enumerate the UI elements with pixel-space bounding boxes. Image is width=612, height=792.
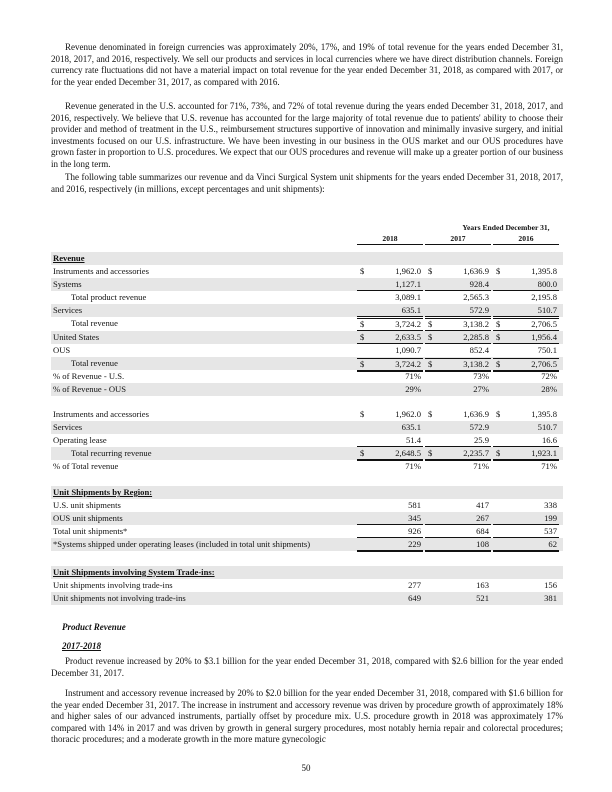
row-label: Instruments and accessories: [53, 266, 149, 276]
cell-value: 2,195.8: [531, 292, 557, 302]
table-row: [51, 592, 563, 605]
cell-value: 521: [476, 593, 489, 603]
row-label: U.S. unit shipments: [53, 500, 121, 510]
table-cell: [493, 305, 559, 317]
row-label: Total revenue: [71, 318, 118, 328]
table-cell: [357, 253, 423, 264]
row-label: Revenue: [53, 253, 85, 263]
row-label: Total product revenue: [71, 292, 147, 302]
cell-value: 381: [544, 593, 557, 603]
cell-value: 3,138.2: [463, 359, 489, 369]
cell-value: 852.4: [469, 345, 489, 355]
table-cell: [425, 487, 491, 498]
row-label: Total revenue: [71, 358, 118, 368]
cell-value: 510.7: [537, 305, 557, 315]
currency-symbol: $: [360, 448, 365, 458]
table-cell: [425, 593, 491, 604]
table-cell: [493, 292, 559, 303]
cell-value: 510.7: [537, 422, 557, 432]
row-label: % of Total revenue: [53, 461, 119, 471]
cell-value: 581: [408, 500, 421, 510]
cell-value: 2,285.8: [463, 332, 489, 342]
cell-value: 108: [476, 539, 489, 549]
table-cell: [493, 253, 559, 264]
table-row: [51, 291, 563, 304]
row-label: Unit shipments involving trade-ins: [53, 580, 173, 590]
year-header-2016: 2016: [493, 234, 559, 245]
cell-value: 71%: [473, 461, 489, 471]
cell-value: 345: [408, 513, 421, 523]
table-cell: [493, 500, 559, 511]
cell-value: 267: [476, 513, 489, 523]
year-header-2018: 2018: [357, 234, 423, 245]
cell-value: 1,636.9: [463, 266, 489, 276]
cell-value: 71%: [405, 461, 421, 471]
table-row: [51, 579, 563, 592]
currency-symbol: $: [496, 332, 501, 342]
cell-value: 27%: [473, 384, 489, 394]
currency-symbol: $: [428, 266, 433, 276]
row-label: Unit Shipments involving System Trade-ins:: [53, 567, 215, 577]
cell-value: 25.9: [473, 435, 489, 445]
table-row: [51, 434, 563, 447]
cell-value: 62: [548, 539, 557, 549]
table-cell: [493, 435, 559, 447]
row-label: % of Revenue - OUS: [53, 384, 127, 394]
table-cell: [357, 371, 423, 382]
cell-value: 2,235.7: [463, 448, 489, 458]
cell-value: 29%: [405, 384, 421, 394]
table-row: [51, 331, 563, 344]
table-cell: [357, 345, 423, 356]
cell-value: 51.4: [405, 435, 421, 445]
table-cell: [425, 371, 491, 382]
table-cell: [425, 567, 491, 578]
table-cell: [357, 487, 423, 498]
table-cell: [357, 422, 423, 433]
row-label: Total unit shipments*: [53, 526, 128, 536]
currency-symbol: $: [496, 359, 501, 369]
cell-value: 277: [408, 580, 421, 590]
table-row: [51, 566, 563, 579]
cell-value: 928.4: [469, 279, 489, 289]
table-cell: [425, 461, 491, 472]
table-cell: [357, 500, 423, 511]
cell-value: 73%: [473, 371, 489, 381]
currency-symbol: $: [496, 448, 501, 458]
table-cell: [493, 513, 559, 525]
cell-value: 3,724.2: [395, 319, 421, 329]
page-number: 50: [301, 763, 311, 773]
table-cell: [425, 305, 491, 317]
cell-value: 800.0: [537, 279, 557, 289]
cell-value: 2,706.5: [531, 359, 557, 369]
table-cell: [493, 487, 559, 498]
cell-value: 3,724.2: [395, 359, 421, 369]
cell-value: 635.1: [401, 422, 421, 432]
row-label: Unit Shipments by Region:: [53, 487, 153, 497]
cell-value: 750.1: [537, 345, 557, 355]
cell-value: 1,962.0: [395, 409, 421, 419]
cell-value: 156: [544, 580, 557, 590]
cell-value: 71%: [541, 461, 557, 471]
cell-value: 3,138.2: [463, 319, 489, 329]
row-label: Total recurring revenue: [71, 448, 152, 458]
table-cell: [425, 279, 491, 291]
cell-value: 635.1: [401, 305, 421, 315]
table-cell: [357, 461, 423, 472]
currency-symbol: $: [428, 359, 433, 369]
table-cell: [425, 318, 491, 332]
currency-symbol: $: [496, 409, 501, 419]
table-row: [51, 304, 563, 317]
table-cell: [357, 435, 423, 447]
cell-value: 338: [544, 500, 557, 510]
table-cell: [493, 567, 559, 578]
paragraph-foreign-currency: Revenue denominated in foreign currencies was approximately 20%, 17%, and 19% of total revenue for the years ended December 31, 2018, 2017, and 2016, respectively. We sell our products and services in local currencies where we have direct distribution channels. Foreign currency rate fluctuations did not have a material impact on total revenue for the year ended December 31, 2018, as compared with 2017, or for the year ended December 31, 2017, as compared with 2016.: [51, 42, 563, 87]
cell-value: 72%: [541, 371, 557, 381]
paragraph-product-revenue: Product revenue increased by 20% to $3.1 billion for the year ended December 31, 2018, compared with $2.6 billion for the year ended December 31, 2017.: [51, 656, 563, 678]
table-cell: [357, 539, 423, 552]
currency-symbol: $: [360, 319, 365, 329]
cell-value: 163: [476, 580, 489, 590]
table-cell: [425, 345, 491, 356]
table-cell: [425, 539, 491, 552]
table-cell: [493, 409, 559, 420]
year-header-2017: 2017: [425, 234, 491, 245]
table-cell: [493, 580, 559, 591]
cell-value: 1,962.0: [395, 266, 421, 276]
table-cell: [357, 332, 423, 344]
table-cell: [357, 318, 423, 332]
row-label: Unit shipments not involving trade-ins: [53, 593, 186, 603]
table-row: [51, 512, 563, 525]
cell-value: 1,395.8: [531, 266, 557, 276]
table-row: [51, 383, 563, 396]
cell-value: 1,636.9: [463, 409, 489, 419]
table-cell: [493, 593, 559, 604]
table-cell: [493, 461, 559, 472]
table-cell: [357, 279, 423, 291]
cell-value: 1,923.1: [531, 448, 557, 458]
table-cell: [493, 266, 559, 277]
cell-value: 417: [476, 500, 489, 510]
table-row: [51, 421, 563, 434]
cell-value: 28%: [541, 384, 557, 394]
table-cell: [357, 409, 423, 420]
cell-value: 1,956.4: [531, 332, 557, 342]
table-cell: [425, 292, 491, 303]
table-cell: [425, 332, 491, 344]
table-cell: [493, 332, 559, 344]
row-label: Services: [53, 305, 83, 315]
table-cell: [425, 500, 491, 511]
paragraph-us-revenue: Revenue generated in the U.S. accounted for 71%, 73%, and 72% of total revenue during the years ended December 31, 2018, 2017, and 2016, respectively. We believe that U.S. revenue has accounted for the large majority of total revenue due to patients' ability to choose their provider and method of treatment in the U.S., reimbursement structures supportive of innovation and minimally invasive surgery, and initial investments focused on our U.S. infrastructure. We have been investing in our business in the OUS market and our OUS procedures have grown faster in proportion to U.S. procedures. We expect that our OUS procedures and revenue will make up a greater portion of our business in the long term.: [51, 101, 563, 169]
table-row: [51, 525, 563, 538]
table-row: [51, 447, 563, 460]
table-cell: [357, 593, 423, 604]
cell-value: 926: [408, 526, 421, 536]
currency-symbol: $: [360, 266, 365, 276]
cell-value: 3,089.1: [395, 292, 421, 302]
cell-value: 16.6: [541, 435, 557, 445]
table-cell: [357, 580, 423, 591]
table-row: [51, 344, 563, 357]
period-title: 2017-2018: [62, 641, 101, 651]
table-cell: [425, 266, 491, 277]
table-cell: [493, 422, 559, 433]
table-cell: [493, 345, 559, 356]
table-cell: [357, 513, 423, 525]
currency-symbol: $: [360, 409, 365, 419]
row-label: *Systems shipped under operating leases (included in total unit shipments): [53, 539, 311, 549]
currency-symbol: $: [428, 448, 433, 458]
row-label: Systems: [53, 279, 82, 289]
cell-value: 71%: [405, 371, 421, 381]
table-row: [51, 486, 563, 499]
table-cell: [493, 279, 559, 291]
cell-value: 229: [408, 539, 421, 549]
cell-value: 2,648.5: [395, 448, 421, 458]
table-cell: [425, 409, 491, 420]
cell-value: 1,395.8: [531, 409, 557, 419]
cell-value: 2,565.3: [463, 292, 489, 302]
cell-value: 1,090.7: [395, 345, 421, 355]
cell-value: 199: [544, 513, 557, 523]
year-column-headers: [51, 234, 563, 246]
section-title: Product Revenue: [62, 622, 126, 632]
table-cell: [357, 384, 423, 395]
table-cell: [425, 384, 491, 395]
table-row: [51, 357, 563, 370]
table-cell: [425, 253, 491, 264]
cell-value: 649: [408, 593, 421, 603]
table-cell: [493, 371, 559, 382]
table-row: [51, 370, 563, 383]
table-row: [51, 317, 563, 330]
table-cell: [425, 422, 491, 433]
table-cell: [425, 513, 491, 525]
cell-value: 572.9: [469, 422, 489, 432]
row-label: OUS unit shipments: [53, 513, 123, 523]
table-row: [51, 252, 563, 265]
table-cell: [425, 435, 491, 447]
cell-value: 537: [544, 526, 557, 536]
table-row: [51, 265, 563, 278]
row-label: Operating lease: [53, 435, 107, 445]
row-label: Services: [53, 422, 83, 432]
row-label: United States: [53, 332, 100, 342]
table-cell: [357, 305, 423, 317]
currency-symbol: $: [428, 319, 433, 329]
table-row: [51, 460, 563, 473]
table-row: [51, 538, 563, 551]
table-row: [51, 408, 563, 421]
currency-symbol: $: [360, 332, 365, 342]
currency-symbol: $: [428, 409, 433, 419]
table-cell: [357, 292, 423, 303]
row-label: Instruments and accessories: [53, 409, 149, 419]
cell-value: 572.9: [469, 305, 489, 315]
table-cell: [425, 580, 491, 591]
paragraph-table-intro: The following table summarizes our revenue and da Vinci Surgical System unit shipments for the years ended December 31, 2018, 2017, and 2016, respectively (in millions, except percentages and unit shipments):: [51, 172, 563, 194]
table-row: [51, 278, 563, 291]
currency-symbol: $: [360, 359, 365, 369]
cell-value: 2,633.5: [395, 332, 421, 342]
cell-value: 2,706.5: [531, 319, 557, 329]
table-cell: [357, 567, 423, 578]
currency-symbol: $: [428, 332, 433, 342]
table-row: [51, 499, 563, 512]
years-ended-header: Years Ended December 31,: [462, 223, 550, 232]
currency-symbol: $: [496, 266, 501, 276]
table-cell: [493, 384, 559, 395]
row-label: % of Revenue - U.S.: [53, 371, 125, 381]
table-cell: [357, 266, 423, 277]
row-label: OUS: [53, 345, 71, 355]
table-cell: [493, 539, 559, 552]
cell-value: 1,127.1: [395, 279, 421, 289]
table-cell: [493, 318, 559, 332]
paragraph-instrument-revenue: Instrument and accessory revenue increased by 20% to $2.0 billion for the year ended December 31, 2018, compared with $1.6 billion for the year ended December 31, 2017. The increase in instrument and accessory revenue was driven by procedure growth of approximately 18% and higher sales of our advanced instruments, partially offset by procedure mix. U.S. procedure growth in 2018 was approximately 17% compared with 14% in 2017 and was driven by growth in general surgery procedures, most notably hernia repair and colorectal procedures; thoracic procedures; and a moderate growth in the more mature gynecologic: [51, 688, 563, 745]
currency-symbol: $: [496, 319, 501, 329]
cell-value: 684: [476, 526, 489, 536]
